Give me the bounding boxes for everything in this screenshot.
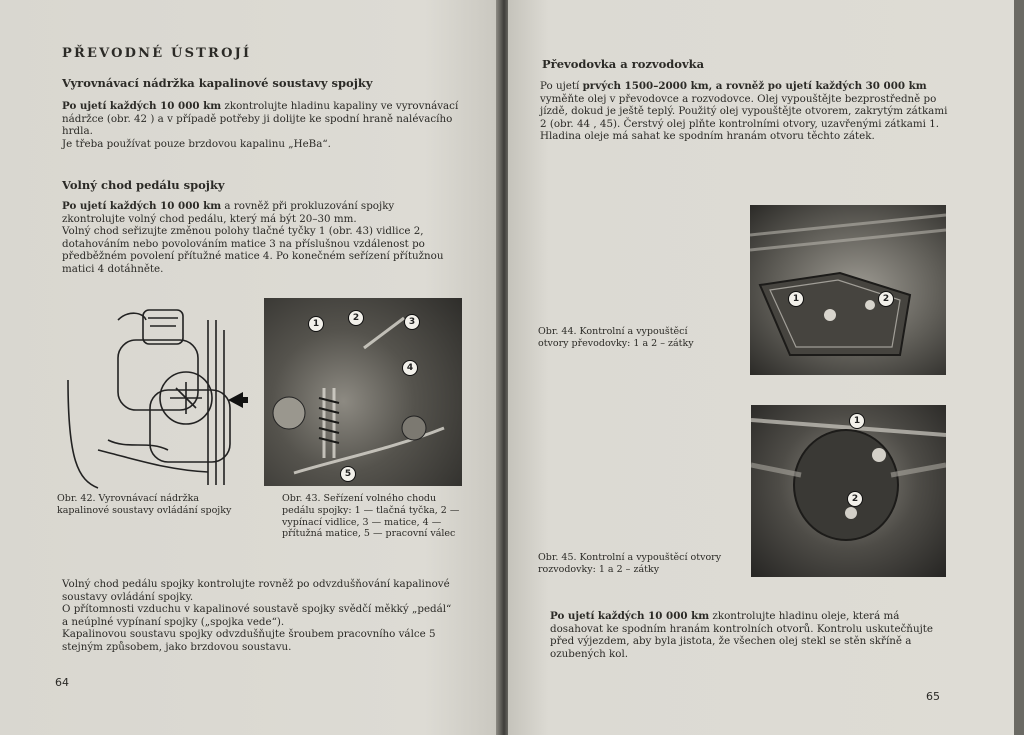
figure-45-photo (751, 405, 946, 577)
fig45-marker-2: 2 (847, 491, 863, 507)
fig43-marker-1: 1 (308, 316, 324, 332)
bottom-para-2: O přítomnosti vzduchu v kapalinové soustavě spojky svědčí měkký „pedál“ a neúplné vypínaní spojky („spojka vede“). (62, 603, 452, 628)
section-heading-gearbox: Převodovka a rozvodovka (542, 57, 705, 71)
bottom-para-1: Volný chod pedálu spojky kontrolujte rovněž po odvzdušňování kapalinové soustavy ovládání spojky. (62, 578, 450, 603)
section-reservoir-text: Po ujetí každých 10 000 km zkontrolujte hladinu kapaliny ve vyrovnávací nádržce (obr. 42 ) a v případě potřeby ji dolijte ke spodní hraně nalévacího hrdla. (62, 100, 459, 138)
figure-44-caption: Obr. 44. Kontrolní a vypouštěcí otvory převodovky: 1 a 2 – zátky (538, 326, 694, 349)
figure-43-caption: Obr. 43. Seřízení volného chodu pedálu spojky: 1 — tlačná tyčka, 2 — vypínací vidlice, 3 — matice, 4 — přítužná matice, 5 — pracovní válec (282, 493, 460, 540)
section-gearbox-body (540, 80, 948, 143)
section-pedal-text2: Volný chod seřizujte změnou polohy tlačné tyčky 1 (obr. 43) vidlice 2, dotahováním nebo povolováním matice 3 na příslušnou vzdálenost po předběžném povolení přítužné matice 4. Po konečném seřízení přítužnou matici 4 dotáhněte. (62, 225, 444, 275)
figure-42-drawing (58, 300, 248, 490)
section-reservoir-body (62, 100, 460, 150)
page-number-left: 64 (55, 676, 69, 689)
mileage-bold: Po ujetí každých 10 000 km (550, 610, 710, 622)
fig43-marker-2: 2 (348, 310, 364, 326)
final-para: Po ujetí každých 10 000 km zkontrolujte hladinu oleje, která má dosahovat ke spodním hranám kontrolních otvorů. Kontrolu uskutečňujte před výjezdem, aby byla jistota, že všechen olej stekl se stěn skříně a ozubených kol. (550, 610, 933, 660)
fig43-marker-3: 3 (404, 314, 420, 330)
figure-44-photo (750, 205, 946, 375)
fig44-marker-1: 1 (788, 291, 804, 307)
section-heading-reservoir: Vyrovnávací nádržka kapalinové soustavy spojky (62, 76, 373, 90)
figure-43-photo (264, 298, 462, 486)
fig43-marker-5: 5 (340, 466, 356, 482)
figure-45-differential (751, 405, 946, 577)
fig44-marker-2: 2 (878, 291, 894, 307)
figure-42-caption: Obr. 42. Vyrovnávací nádržka kapalinové soustavy ovládání spojky (57, 493, 232, 516)
figure-45-caption: Obr. 45. Kontrolní a vypouštěcí otvory rozvodovky: 1 a 2 – zátky (538, 552, 722, 575)
left-page (0, 0, 500, 735)
chapter-title: PŘEVODNÉ ÚSTROJÍ (62, 46, 252, 61)
section-pedal-body (62, 200, 460, 276)
section-pedal-text: Po ujetí každých 10 000 km a rovněž při prokluzování spojky zkontrolujte volný chod pedálu, který má být 20–30 mm. (62, 200, 395, 225)
section-reservoir-text2: Je třeba používat pouze brzdovou kapalinu „HeBa“. (62, 137, 331, 150)
mileage-bold: Po ujetí každých 10 000 km (62, 200, 222, 212)
fig45-marker-1: 1 (849, 413, 865, 429)
final-text-block (550, 610, 948, 660)
figure-44-gearbox (750, 205, 946, 375)
page-number-right: 65 (926, 690, 940, 703)
right-page (508, 0, 1014, 735)
mileage-bold: Po ujetí každých 10 000 km (62, 100, 222, 112)
bottom-para-3: Kapalinovou soustavu spojky odvzdušňujte šroubem pracovního válce 5 stejným způsobem, jako brzdovou soustavu. (62, 628, 436, 653)
section-gearbox-text: Po ujetí prvých 1500–2000 km, a rovněž po ujetí každých 30 000 km vyměňte olej v převodovce a rozvodovce. Olej vypouštějte bezprostředně po jízdě, dokud je ještě teplý. Použitý olej vypouštějte otvorem, zakrytým zátkami 2 (obr. 44 , 45). Čerstvý olej plňte kontrolními otvory, uzavřenými zátkami 1. Hladina oleje má sahat ke spodním hranám otvoru těchto zátek. (540, 80, 948, 143)
section-heading-pedal: Volný chod pedálu spojky (62, 178, 225, 192)
bottom-text-block (62, 578, 460, 654)
fig43-marker-4: 4 (402, 360, 418, 376)
mileage-bold: prvých 1500–2000 km, a rovněž po ujetí každých 30 000 km (582, 80, 927, 92)
figure-43-mechanism (264, 298, 462, 486)
